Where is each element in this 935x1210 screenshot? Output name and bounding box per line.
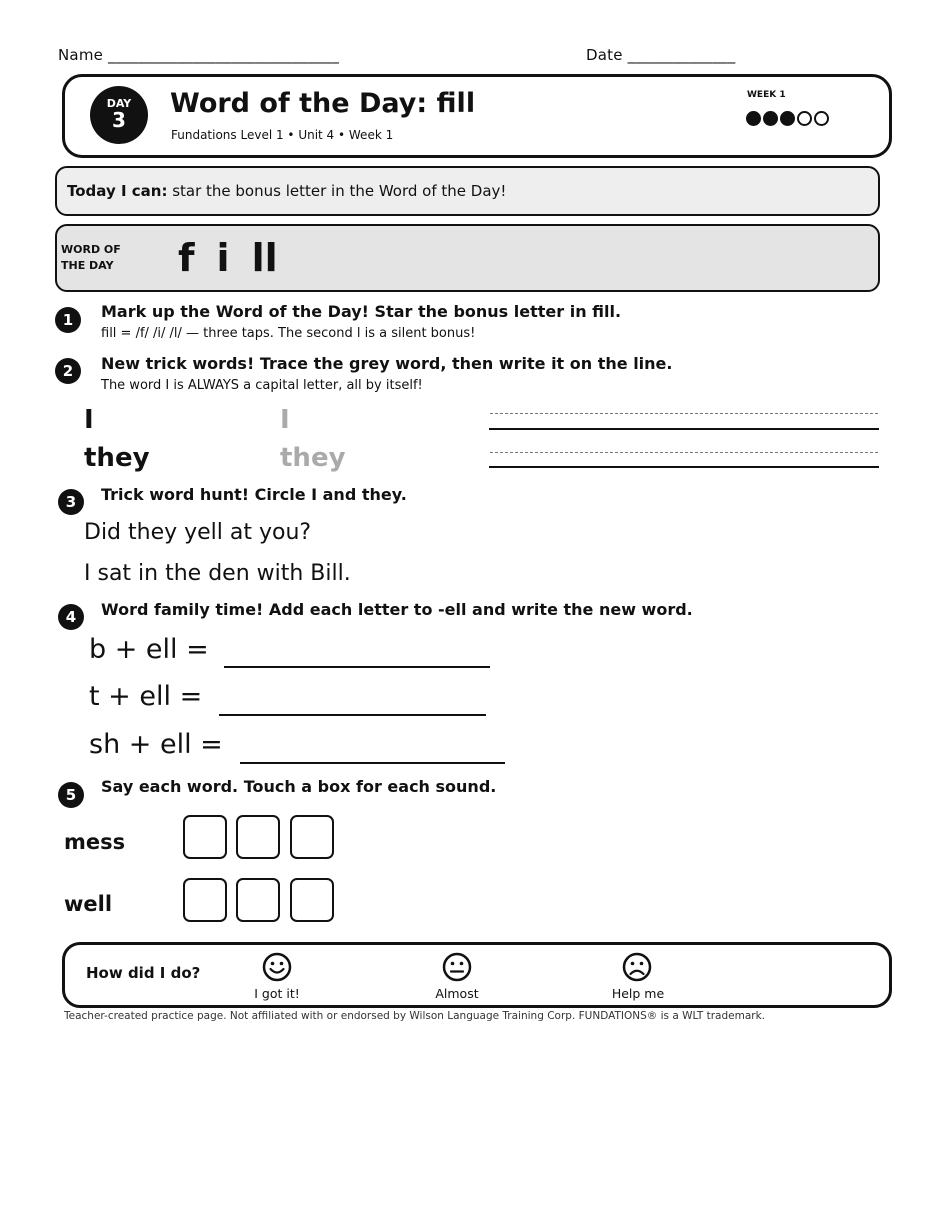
answer-line[interactable] [224,666,490,668]
progress-dot-2 [763,111,778,126]
option-label: I got it! [254,986,300,1001]
answer-line[interactable] [219,714,486,716]
progress-dot-4 [797,111,812,126]
wotd-label-line2: THE DAY [61,259,114,272]
sound-word: well [64,892,113,916]
option-label: Almost [435,986,479,1001]
week-progress-dots [746,111,831,130]
wotd-letter[interactable]: f [178,236,195,280]
question-2-title: New trick words! Trace the grey word, then write it on the line. [101,354,673,373]
question-1-subtitle: fill = /f/ /i/ /l/ — three taps. The second l is a silent bonus! [101,326,476,341]
progress-dot-3 [780,111,795,126]
option-label: Help me [611,986,665,1001]
sound-box[interactable] [183,878,227,922]
question-5-number: 5 [58,782,84,808]
question-4-title: Word family time! Add each letter to -ell and write the new word. [101,600,693,619]
sound-box[interactable] [290,878,334,922]
question-2-number: 2 [55,358,81,384]
wotd-label-line1: WORD OF [61,243,121,256]
question-1-number: 1 [55,307,81,333]
answer-line[interactable] [240,762,505,764]
wotd-letter[interactable]: ll [251,236,278,280]
sound-word: mess [64,830,126,854]
equation: sh + ell = [89,729,223,760]
neutral-face-icon[interactable] [442,952,472,982]
question-2-subtitle: The word I is ALWAYS a capital letter, all by itself! [101,378,423,393]
word-of-day-label [61,242,141,274]
day-number: 3 [112,108,126,132]
today-text: star the bonus letter in the Word of the Day! [167,182,507,200]
sound-box[interactable] [290,815,334,859]
writing-line[interactable] [489,466,879,468]
trace-word[interactable]: they [280,443,346,473]
question-3-number: 3 [58,489,84,515]
disclaimer: Teacher-created practice page. Not affiliated with or endorsed by Wilson Language Training Corp. FUNDATIONS® is a WLT trademark. [64,1010,766,1022]
writing-line[interactable] [489,428,879,430]
question-3-title: Trick word hunt! Circle I and they. [101,485,407,504]
sound-box[interactable] [236,815,280,859]
day-badge [90,86,148,144]
today-objective [67,182,506,200]
name-field[interactable]: Name ______________________________ [58,46,340,64]
sound-box[interactable] [183,815,227,859]
progress-dot-1 [746,111,761,126]
trick-word: they [84,443,150,473]
equation: b + ell = [89,634,209,665]
hunt-sentence[interactable]: Did they yell at you? [84,520,312,545]
writing-guide-dashed [490,413,878,414]
page-subtitle: Fundations Level 1 • Unit 4 • Week 1 [171,128,394,142]
today-lead: Today I can: [67,182,168,200]
wotd-letter[interactable]: i [216,236,230,280]
writing-guide-dashed [490,452,878,453]
hunt-sentence[interactable]: I sat in the den with Bill. [84,561,351,586]
equation: t + ell = [89,681,203,712]
question-1-title: Mark up the Word of the Day! Star the bonus letter in fill. [101,302,622,321]
page-title: Word of the Day: fill [170,88,476,119]
progress-dot-5 [814,111,829,126]
trace-word[interactable]: I [280,405,290,435]
sad-face-icon[interactable] [622,952,652,982]
word-of-day-letters [178,236,300,280]
day-label: DAY [106,97,132,110]
question-4-number: 4 [58,604,84,630]
trick-word: I [84,405,94,435]
week-label: WEEK 1 [747,90,786,100]
happy-face-icon[interactable] [262,952,292,982]
date-field[interactable]: Date ______________ [586,46,736,64]
sound-box[interactable] [236,878,280,922]
question-5-title: Say each word. Touch a box for each sound. [101,777,497,796]
self-assessment-question: How did I do? [86,964,201,982]
